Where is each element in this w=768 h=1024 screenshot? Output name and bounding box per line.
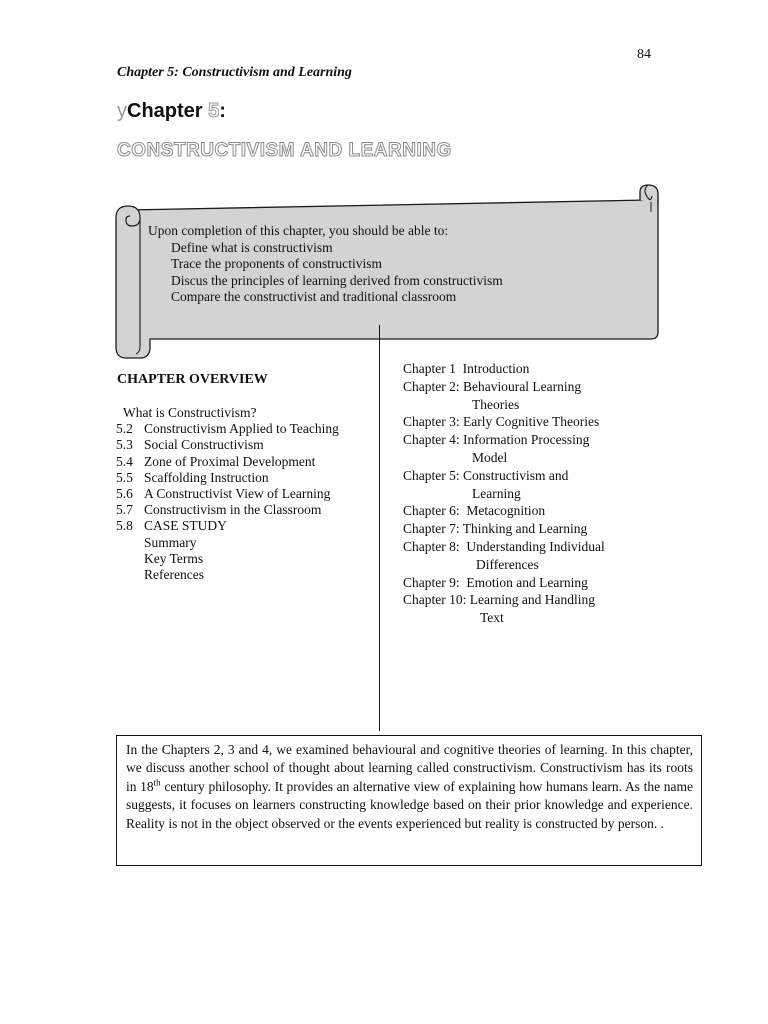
overview-item: [116, 535, 339, 551]
bullet-glyph: y: [117, 100, 127, 122]
chapter-entry-title: Emotion and Learning: [466, 574, 588, 590]
overview-item-label: Summary: [144, 534, 197, 550]
chapter-label: Chapter 3:: [403, 414, 460, 430]
running-head: Chapter 5: Constructivism and Learning: [117, 65, 352, 80]
overview-item: [116, 518, 339, 534]
overview-item-number: 5.4: [116, 453, 133, 469]
chapter-entry-title: Thinking and Learning: [462, 521, 588, 537]
overview-item: [116, 486, 339, 502]
intro-ordinal-superscript: th: [153, 777, 161, 788]
overview-item-label: Zone of Proximal Development: [144, 453, 316, 469]
overview-item-label: Constructivism in the Classroom: [144, 502, 322, 518]
chapter-label: Chapter 2:: [403, 378, 460, 394]
objectives-intro: Upon completion of this chapter, you should be able to:: [148, 223, 449, 238]
overview-item: [116, 437, 339, 453]
chapter-title-suffix: :: [219, 100, 226, 122]
chapter-entry-title: Metacognition: [466, 503, 546, 519]
overview-item-number: 5.7: [116, 502, 133, 518]
chapter-entry-title: Understanding Individual: [466, 538, 605, 554]
overview-item-label: Scaffolding Instruction: [144, 469, 269, 485]
chapter-entry-continuation: Model: [472, 449, 508, 465]
overview-item-label: Social Constructivism: [144, 437, 264, 453]
chapter-label: Chapter 1: [403, 361, 456, 376]
chapter-entry: [403, 502, 605, 520]
chapter-entry-title: Introduction: [462, 361, 530, 376]
overview-item-label: CASE STUDY: [144, 518, 227, 534]
book-chapters-list: [403, 360, 605, 627]
overview-item-number: 5.3: [116, 437, 133, 453]
chapter-entry: [403, 591, 605, 609]
chapter-label: Chapter 8:: [403, 538, 460, 554]
objective-item: Compare the constructivist and traditional classroom: [171, 289, 457, 305]
chapter-entry-title: Early Cognitive Theories: [463, 414, 600, 430]
overview-item: [116, 405, 339, 421]
overview-item-label: Key Terms: [144, 550, 204, 566]
chapter-overview-list: [116, 405, 339, 583]
chapter-entry-continuation: Learning: [472, 485, 521, 501]
introduction-paragraph: [116, 735, 702, 866]
overview-item: [116, 502, 339, 518]
objective-item: Discus the principles of learning derived from constructivism: [171, 272, 503, 288]
objective-item: Trace the proponents of constructivism: [171, 256, 382, 272]
intro-text-continued: century philosophy. It provides an alternative view of explaining how humans learn. As the name suggests, it focuses on learners constructing knowledge based on their prior knowledge and experience. Reality is not in the object observed or the events experienced but reality is constructed by person. .: [126, 778, 693, 831]
chapter-entry-title: Learning and Handling: [469, 592, 595, 608]
chapter-label: Chapter 10:: [403, 592, 467, 608]
chapter-label: Chapter 4:: [403, 432, 460, 448]
overview-item: [116, 454, 339, 470]
chapter-title: [117, 100, 226, 123]
chapter-entry: [403, 431, 605, 449]
overview-item-label: References: [144, 567, 204, 583]
overview-item: [116, 470, 339, 486]
overview-item-label: What is Constructivism?: [123, 405, 257, 420]
overview-item-number: 5.8: [116, 518, 133, 534]
chapter-label: Chapter 7:: [403, 521, 460, 537]
chapter-title-prefix: Chapter: [127, 100, 209, 122]
chapter-label: Chapter 5:: [403, 467, 460, 483]
chapter-entry: [403, 360, 605, 378]
chapter-label: Chapter 6:: [403, 503, 460, 519]
overview-item-number: 5.5: [116, 469, 133, 485]
chapter-label: Chapter 9:: [403, 574, 460, 590]
chapter-entry-continuation: Theories: [472, 396, 520, 412]
overview-item-number: 5.6: [116, 486, 133, 502]
overview-item: [116, 551, 339, 567]
chapter-entry: [403, 520, 605, 538]
learning-objectives: [148, 223, 503, 306]
chapter-entry: [403, 378, 605, 396]
overview-item: [116, 567, 339, 583]
chapter-title-number: 5: [208, 100, 220, 122]
chapter-entry: [403, 467, 605, 485]
chapter-entry-title: Behavioural Learning: [463, 378, 582, 394]
chapter-subtitle: CONSTRUCTIVISM AND LEARNING: [117, 140, 452, 161]
chapter-entry-title: Information Processing: [463, 432, 590, 448]
page-number: 84: [637, 47, 651, 62]
intro-text: In the Chapters 2, 3 and 4, we examined behavioural and cognitive theories of learning. In this chapter, we discuss another school of thought about learning called constructivism. Constructivism has its roots in 18: [126, 742, 693, 794]
overview-item-number: 5.2: [116, 421, 133, 437]
chapter-entry: [403, 413, 605, 431]
chapter-entry: [403, 574, 605, 592]
objective-item: Define what is constructivism: [171, 239, 333, 255]
chapter-entry: [403, 538, 605, 556]
overview-item-label: Constructivism Applied to Teaching: [144, 421, 339, 437]
chapter-entry-continuation: Differences: [476, 556, 539, 572]
chapter-entry-continuation: Text: [480, 610, 504, 626]
overview-item-label: A Constructivist View of Learning: [144, 486, 331, 502]
overview-item: [116, 421, 339, 437]
chapter-entry-title: Constructivism and: [463, 467, 569, 483]
column-divider: [379, 325, 380, 731]
overview-heading: CHAPTER OVERVIEW: [117, 372, 268, 387]
